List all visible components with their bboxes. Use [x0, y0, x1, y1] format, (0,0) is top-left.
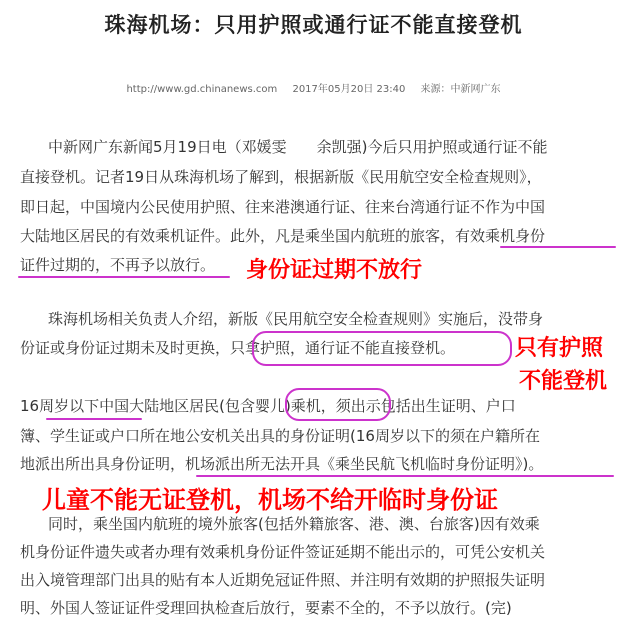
annotation-cannot-board: 不能登机 [519, 369, 608, 394]
annotation-id-expired: 身份证过期不放行 [246, 258, 423, 283]
annotation-passport-only: 只有护照 [515, 336, 604, 361]
body-line: 地派出所出具身份证明，机场派出所无法开具《乘坐民航飞机临时身份证明》)。 [20, 455, 544, 473]
body-line: 同时，乘坐国内航班的境外旅客(包括外籍旅客、港、澳、台旅客)因有效乘 [48, 515, 540, 533]
publish-date: 2017年05月20日 23:40 [292, 84, 406, 95]
body-line: 出入境管理部门出具的贴有本人近期免冠证件照、并注明有效期的护照报失证明 [20, 571, 546, 589]
source-url[interactable]: http://www.gd.chinanews.com [126, 84, 278, 95]
body-line: 16周岁以下中国大陆地区居民(包含婴儿)乘机，须出示包括出生证明、户口 [20, 397, 516, 415]
article-meta [0, 80, 627, 95]
highlight-underline [196, 475, 614, 477]
body-line: 大陆地区居民的有效乘机证件。此外，凡是乘坐国内航班的旅客，有效乘机身份 [20, 227, 546, 245]
body-line: 中新网广东新闻5月19日电（邓媛雯 余凯强)今后只用护照或通行证不能 [48, 138, 548, 156]
body-line: 份证或身份证过期未及时更换，只拿护照，通行证不能直接登机。 [20, 339, 456, 357]
body-line: 簿、学生证或户口所在地公安机关出具的身份证明(16周岁以下的须在户籍所在 [20, 427, 540, 445]
highlight-box [285, 388, 391, 421]
highlight-underline [500, 246, 616, 248]
body-line: 珠海机场相关负责人介绍，新版《民用航空安全检查规则》实施后，没带身 [48, 310, 544, 328]
body-line: 机身份证件遗失或者办理有效乘机身份证件签证延期不能出示的，可凭公安机关 [20, 543, 546, 561]
article-title: 珠海机场：只用护照或通行证不能直接登机 [104, 13, 523, 37]
body-line: 即日起，中国境内公民使用护照、往来港澳通行证、往来台湾通行证不作为中国 [20, 198, 546, 216]
body-line: 直接登机。记者19日从珠海机场了解到，根据新版《民用航空安全检查规则》， [20, 168, 542, 186]
highlight-underline [18, 276, 230, 278]
source-label: 来源：中新网广东 [420, 84, 501, 95]
highlight-underline [46, 418, 142, 420]
highlight-box [252, 331, 512, 366]
annotation-children: 儿童不能无证登机，机场不给开临时身份证 [42, 486, 498, 514]
body-line: 证件过期的，不再予以放行。 [20, 256, 216, 274]
body-line: 明、外国人签证证件受理回执检查后放行，要素不全的，不予以放行。(完) [20, 599, 512, 617]
